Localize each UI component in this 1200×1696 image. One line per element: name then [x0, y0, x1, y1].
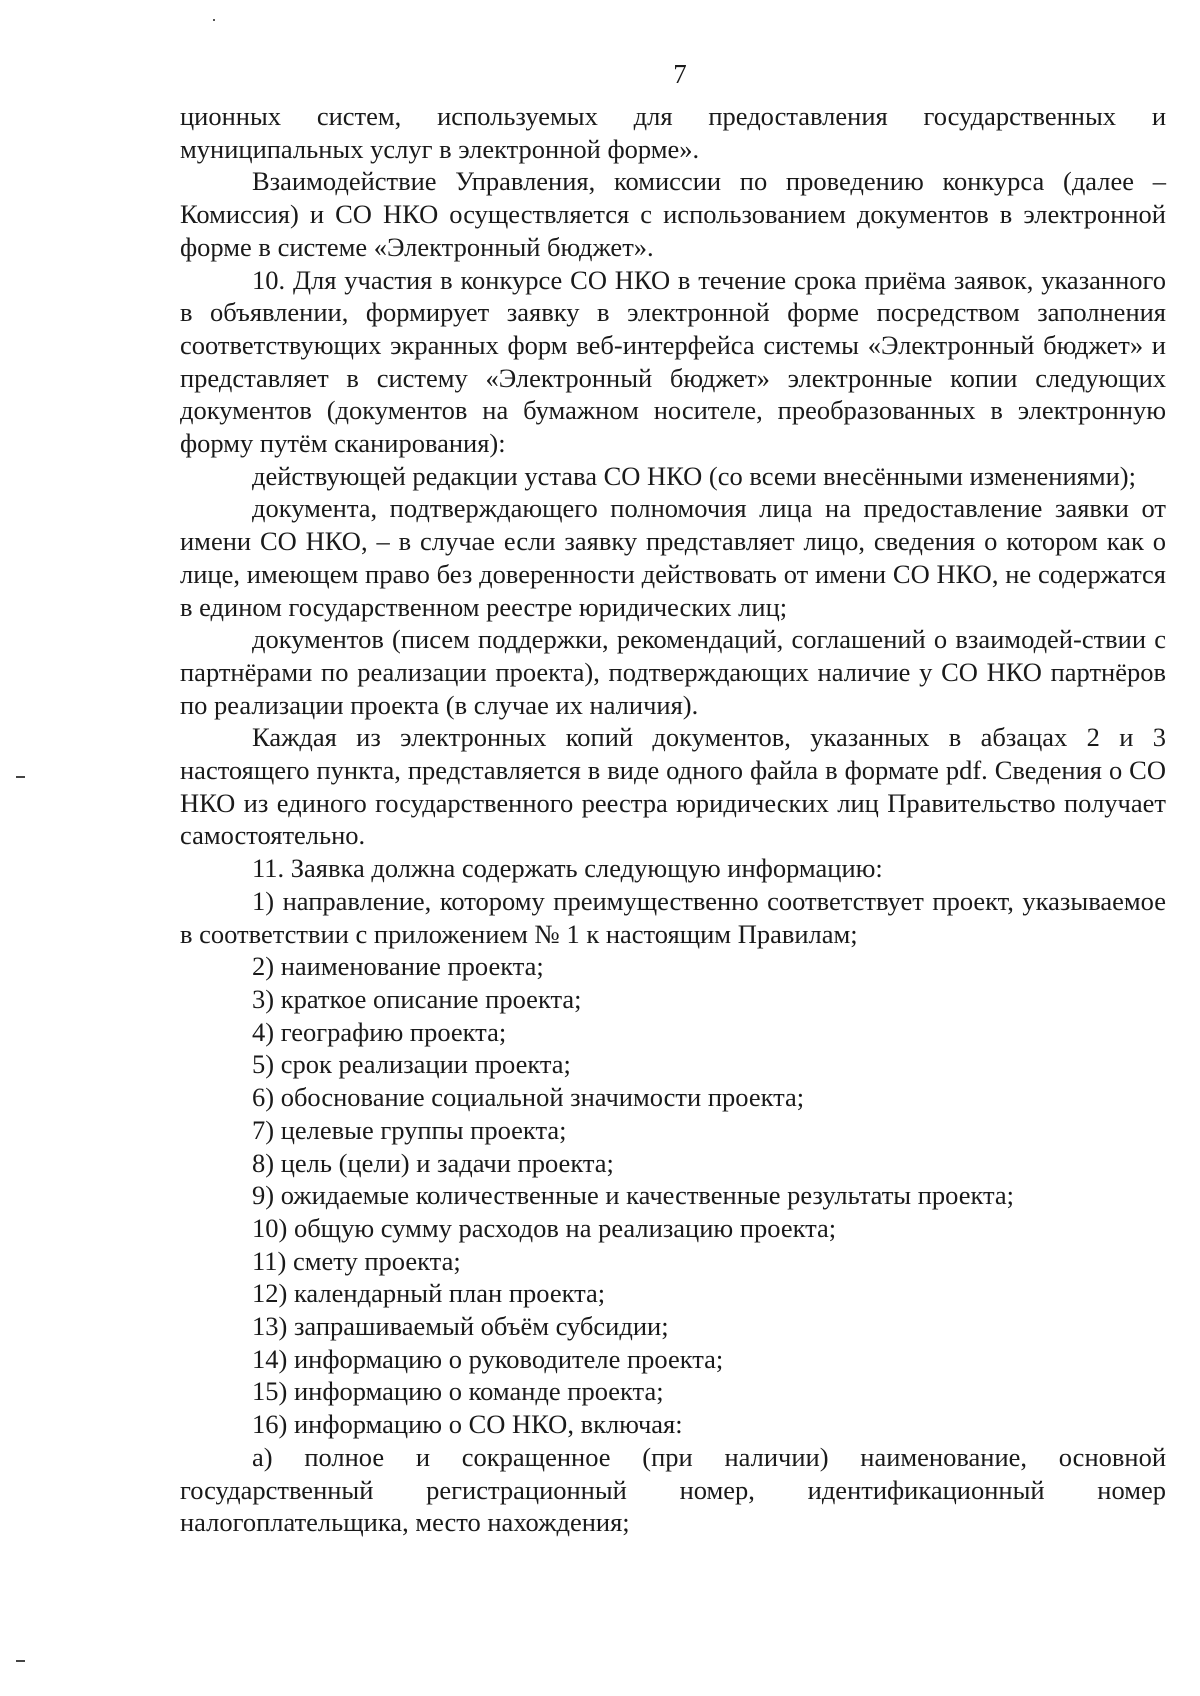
list-item-1: 1) направление, которому преимущественно соответствует проект, указываемое в соответствии с приложением № 1 к настоящим Правилам; — [180, 885, 1166, 949]
list-item-12: 12) календарный план проекта; — [252, 1278, 606, 1309]
list-item-2: 2) наименование проекта; — [252, 951, 544, 982]
margin-tick-bottom — [16, 1660, 25, 1662]
list-item-7: 7) целевые группы проекта; — [252, 1114, 567, 1145]
list-item-15: 15) информацию о команде проекта; — [252, 1376, 664, 1407]
list-item-11: 11) смету проекта; — [252, 1245, 461, 1276]
paragraph-authority-document: документа, подтверждающего полномочия лица на предоставление заявки от имени СО НКО, – в случае если заявку представляет лицо, сведения о котором как о лице, имеющем право без доверенности действовать от имени СО НКО, не содержатся в едином государственном реестре юридических лиц; — [180, 493, 1166, 622]
list-item-4: 4) географию проекта; — [252, 1016, 507, 1047]
paragraph-partner-documents: документов (писем поддержки, рекомендаций, соглашений о взаимодей-ствии с партнёрами по реализации проекта), подтверждающих наличие у СО НКО партнёров по реализации проекта (в случае их наличия). — [180, 624, 1166, 720]
paragraph-continuation: ционных систем, используемых для предоставления государственных и муниципальных услуг в электронной форме». — [180, 101, 1166, 164]
sub-item-a: а) полное и сокращенное (при наличии) наименование, основной государственный регистрационный номер, идентификационный номер налогоплательщика, место нахождения; — [180, 1441, 1166, 1538]
list-item-8: 8) цель (цели) и задачи проекта; — [252, 1147, 614, 1178]
list-item-10: 10) общую сумму расходов на реализацию проекта; — [252, 1212, 837, 1243]
document-body — [180, 100, 1166, 1539]
page-number: 7 — [673, 59, 687, 89]
list-item-9: 9) ожидаемые количественные и качественные результаты проекта; — [252, 1180, 1015, 1211]
list-item-5: 5) срок реализации проекта; — [252, 1049, 571, 1080]
paragraph-electronic-copies: Каждая из электронных копий документов, указанных в абзацах 2 и 3 настоящего пункта, представляется в виде одного файла в формате pdf. Сведения о СО НКО из единого государственного реестра юридических лиц Правительство получает самостоятельно. — [180, 722, 1166, 851]
paragraph-interaction: Взаимодействие Управления, комиссии по проведению конкурса (далее – Комиссия) и СО НКО осуществляется с использованием документов в электронной форме в системе «Электронный бюджет». — [180, 166, 1166, 262]
list-item-16: 16) информацию о СО НКО, включая: — [252, 1409, 683, 1440]
paragraph-item-10: 10. Для участия в конкурсе СО НКО в течение срока приёма заявок, указанного в объявлении, формирует заявку в электронной форме посредством заполнения соответствующих экранных форм веб-интерфейса системы «Электронный бюджет» и представляет в систему «Электронный бюджет» электронные копии следующих документов (документов на бумажном носителе, преобразованных в электронную форму путём сканирования): — [180, 264, 1166, 459]
scan-speck-top — [213, 19, 215, 21]
paragraph-charter: действующей редакции устава СО НКО (со всеми внесёнными изменениями); — [252, 460, 1136, 491]
paragraph-item-11: 11. Заявка должна содержать следующую информацию: — [252, 853, 883, 884]
margin-tick-middle — [16, 776, 25, 778]
list-item-13: 13) запрашиваемый объём субсидии; — [252, 1311, 669, 1342]
list-item-14: 14) информацию о руководителе проекта; — [252, 1343, 724, 1374]
list-item-3: 3) краткое описание проекта; — [252, 983, 582, 1014]
list-item-6: 6) обоснование социальной значимости проекта; — [252, 1082, 805, 1113]
